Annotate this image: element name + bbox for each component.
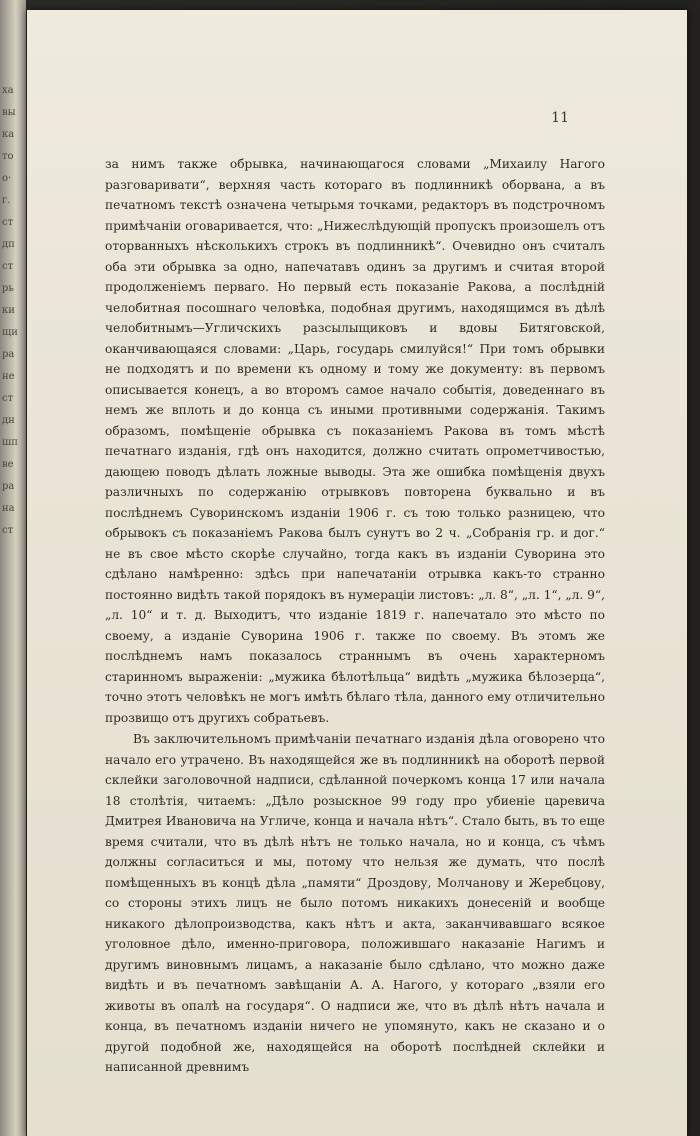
body-text — [105, 154, 605, 1078]
book-page — [27, 10, 687, 1136]
page-number: 11 — [551, 110, 569, 126]
paragraph-2: Въ заключительномъ примѣчаніи печатнаго изданія дѣла оговорено что начало его утрачено. Въ находящейся же въ подлинникѣ на оборотѣ первой склейки заголовочной надписи, сдѣланной почеркомъ конца 17 или начала 18 столѣтія, читаемъ: „Дѣло розыскное 99 году про убиеніе царевича Дмитрея Ивановича на Угличе, конца и начала нѣтъ“. Стало быть, въ то еще время считали, что въ дѣлѣ нѣтъ не только начала, но и конца, съ чѣмъ должны согласиться и мы, потому что нельзя же думать, что послѣ помѣщенныхъ въ концѣ дѣла „памяти“ Дроздову, Молчанову и Жеребцову, со стороны этихъ лицъ не было потомъ никакихъ донесеній и вообще никакого дѣлопроизводства, какъ нѣтъ и акта, заканчивавшаго всякое уголовное дѣло, именно-приговора, положившаго наказаніе Нагимъ и другимъ виновнымъ лицамъ, а наказаніе было сдѣлано, что можно даже видѣть и въ печатномъ завѣщаніи А. А. Нагого, у котораго „взяли его животы въ опалѣ на государя“. О надписи же, что въ дѣлѣ нѣтъ начала и конца, въ печатномъ изданіи ничего не упомянуто, какъ не сказано и о другой подобной же, находящейся на оборотѣ послѣдней склейки и написанной древнимъ — [105, 732, 605, 1074]
previous-page-edge — [0, 0, 26, 1136]
paragraph-1: за нимъ также обрывка, начинающагося словами „Михаилу Нагого разговаривати“, верхняя часть котораго въ подлинникѣ оборвана, а въ печатномъ текстѣ означена четырьмя точками, редакторъ въ подстрочномъ примѣчаніи оговаривается, что: „Нижеслѣдующій пропускъ произошелъ отъ оторванныхъ нѣсколькихъ строкъ въ подлинникѣ“. Очевидно онъ считалъ оба эти обрывка за одно, напечатавъ одинъ за другимъ и считая второй продолженіемъ перваго. Но первый есть показаніе Ракова, а послѣдній челобитная посошнаго человѣка, подобная другимъ, находящимся въ дѣлѣ челобитнымъ—Угличскихъ разсылыщиковъ и вдовы Битяговской, оканчивающаяся словами: „Царь, государь смилуйся!“ При томъ обрывки не подходятъ и по времени къ одному и тому же документу: въ первомъ описывается конецъ, а во второмъ самое начало событія, доведеннаго въ немъ же вплоть и до конца съ иными противными содержанія. Такимъ образомъ, помѣщеніе обрывка съ показаніемъ Ракова въ томъ мѣстѣ печатнаго изданія, гдѣ онъ находится, должно считать опрометчивостью, дающею поводъ дѣлать ложные выводы. Эта же ошибка помѣщенія двухъ различныхъ по содержанію отрывковъ повторена буквально и въ послѣднемъ Суворинскомъ изданіи 1906 г. съ тою только разницею, что обрывокъ съ показаніемъ Ракова былъ сунутъ во 2 ч. „Собранія гр. и дог.“ не въ свое мѣсто скорѣе случайно, тогда какъ въ изданіи Суворина это сдѣлано намѣренно: здѣсь при напечатаніи отрывка какъ-то странно постоянно видѣть такой порядокъ въ нумераціи листовъ: „л. 8“, „л. 1“, „л. 9“, „л. 10“ и т. д. Выходитъ, что изданіе 1819 г. напечатало это мѣсто по своему, а изданіе Суворина 1906 г. также по своему. Въ этомъ же послѣднемъ намъ показалось страннымъ въ очень характерномъ старинномъ выраженіи: „мужика бѣлотѣльца“ видѣть „мужика бѣлозерца“, точно этотъ человѣкъ не могъ имѣть бѣлаго тѣла, данного ему отличительно прозвищо отъ другихъ собратьевъ. — [105, 157, 605, 725]
previous-page-fragment: ха вы ка то о· г. ст дп ст рь ки щи ра не ст дн шп ве ра на ст — [2, 85, 18, 536]
